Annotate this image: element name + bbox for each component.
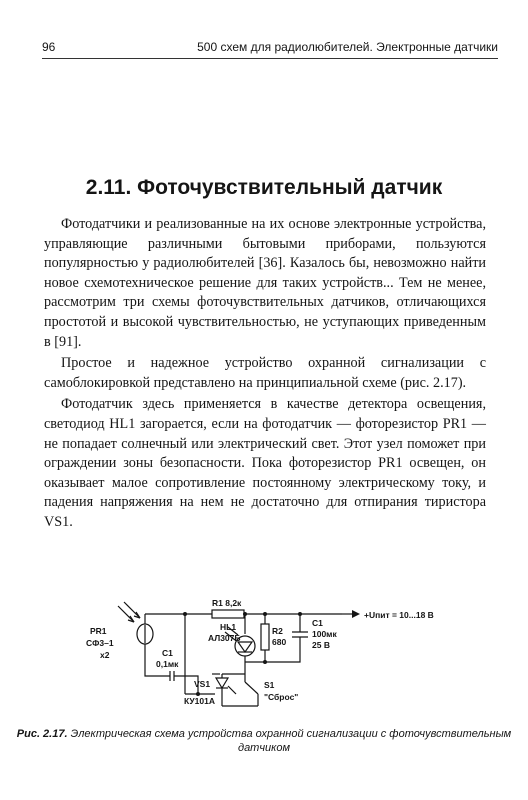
circuit-diagram — [60, 594, 480, 719]
c1-small-value: 0,1мк — [156, 659, 179, 669]
r1-label: R1 8,2к — [212, 598, 242, 608]
r2-label: R2 — [272, 626, 283, 636]
vs1-type-label: КУ101А — [184, 696, 216, 706]
body-text — [44, 215, 486, 535]
pr1-label: PR1 — [90, 626, 107, 636]
c1-big-voltage: 25 В — [312, 640, 330, 650]
paragraph-1: Фотодатчики и реализованные на их основе электронные устройства, управляющие различными бытовыми приборами, пользуются популярностью у радиолюбителей [36]. Казалось бы, невозможно найти новое схемотехническое решение для таких устройств... Тем не менее, рассмотрим три схемы фоточувствительных датчиков, отличающихся простотой и высокой чувствительностью, не уступающих приведенным в [91]. — [44, 216, 486, 350]
s1-reset-label: "Сброс" — [264, 692, 299, 702]
supply-label: +Uпит = 10...18 В — [364, 610, 434, 620]
paragraph-2: Простое и надежное устройство охранной сигнализации с самоблокировкой представлено на принципиальной схеме (рис. 2.17). — [44, 355, 486, 391]
c1-big-label: C1 — [312, 618, 323, 628]
section-title: 2.11. Фоточувствительный датчик — [85, 176, 443, 199]
page-number: 96 — [42, 40, 56, 54]
figure-caption — [0, 727, 528, 755]
running-title: 500 схем для радиолюбителей. Электронные датчики — [197, 40, 498, 54]
hl1-label: HL1 — [220, 622, 237, 632]
caption-label: Рис. 2.17. — [16, 728, 68, 740]
caption-text: Электрическая схема устройства охранной сигнализации с фоточувствительным датчиком — [70, 728, 512, 754]
pr1-type-label: СФ3–1 — [86, 638, 114, 648]
c1-small-label: C1 — [162, 648, 173, 658]
r2-value: 680 — [272, 637, 287, 647]
header-rule — [42, 58, 498, 59]
hl1-type-label: АЛ307Б — [208, 633, 241, 643]
pr1-qty-label: x2 — [100, 650, 110, 660]
c1-big-value: 100мк — [312, 629, 337, 639]
s1-label: S1 — [264, 680, 275, 690]
vs1-label: VS1 — [194, 679, 211, 689]
paragraph-3: Фотодатчик здесь применяется в качестве детектора освещения, светодиод HL1 загорается, если на фотодатчик — фоторезистор PR1 — не попадает солнечный или электрический свет. Этот узел поможет при ограждении зоны безопасности. Пока фоторезистор PR1 освещен, он оказывает малое сопротивление постоянному электрическому току, и падения напряжения на нем не достаточно для отпирания тиристора VS1. — [44, 396, 486, 530]
